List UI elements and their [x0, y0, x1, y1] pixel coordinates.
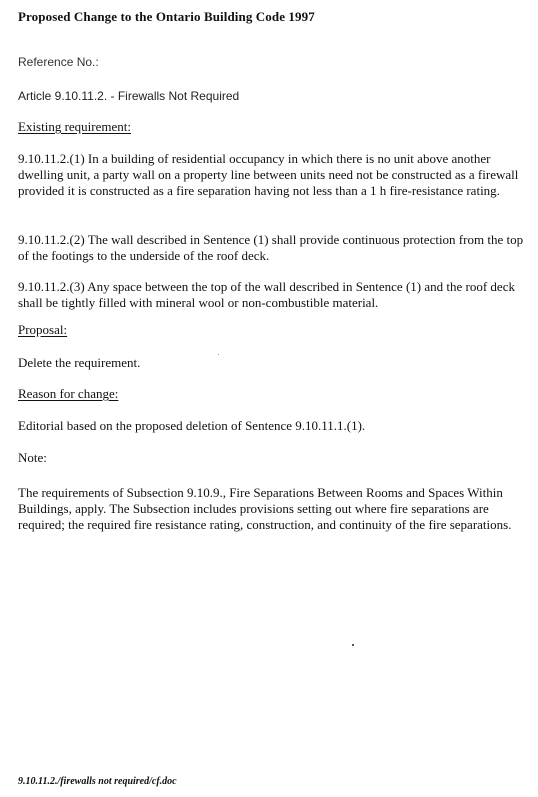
reason-for-change-text: Editorial based on the proposed deletion of Sentence 9.10.11.1.(1).: [18, 418, 366, 433]
note-text: The requirements of Subsection 9.10.9., Fire Separations Between Rooms and Spaces Within Buildings, apply. The Subsection includes provisions setting out where fire separations are required; the required fire resistance rating, construction, and continuity of the fire separations.: [18, 485, 512, 532]
proposal-text: Delete the requirement.: [18, 355, 141, 370]
existing-requirement-heading: Existing requirement:: [18, 119, 132, 134]
existing-requirement-sentence-3: 9.10.11.2.(3) Any space between the top of the wall described in Sentence (1) and the roof deck shall be tightly filled with mineral wool or non-combustible material.: [18, 279, 515, 310]
note-label: Note:: [18, 450, 47, 465]
article-title: Article 9.10.11.2. - Firewalls Not Required: [18, 89, 240, 103]
document-footer-filename: 9.10.11.2./firewalls not required/cf.doc: [18, 776, 177, 787]
proposal-heading: Proposal:: [18, 322, 68, 337]
document-title: Proposed Change to the Ontario Building Code 1997: [18, 9, 315, 24]
existing-requirement-sentence-2: 9.10.11.2.(2) The wall described in Sentence (1) shall provide continuous protection from the top of the footings to the underside of the roof deck.: [18, 232, 524, 263]
reason-for-change-heading: Reason for change:: [18, 386, 119, 401]
existing-requirement-sentence-1: 9.10.11.2.(1) In a building of residential occupancy in which there is no unit above another dwelling unit, a party wall on a property line between units need not be constructed as a firewall provided it is constructed as a fire separation having not less than a 1 h fire-resistance rating.: [18, 151, 519, 198]
reference-number-label: Reference No.:: [18, 55, 99, 69]
scan-speck: [352, 644, 354, 646]
scan-speck: [218, 354, 219, 355]
